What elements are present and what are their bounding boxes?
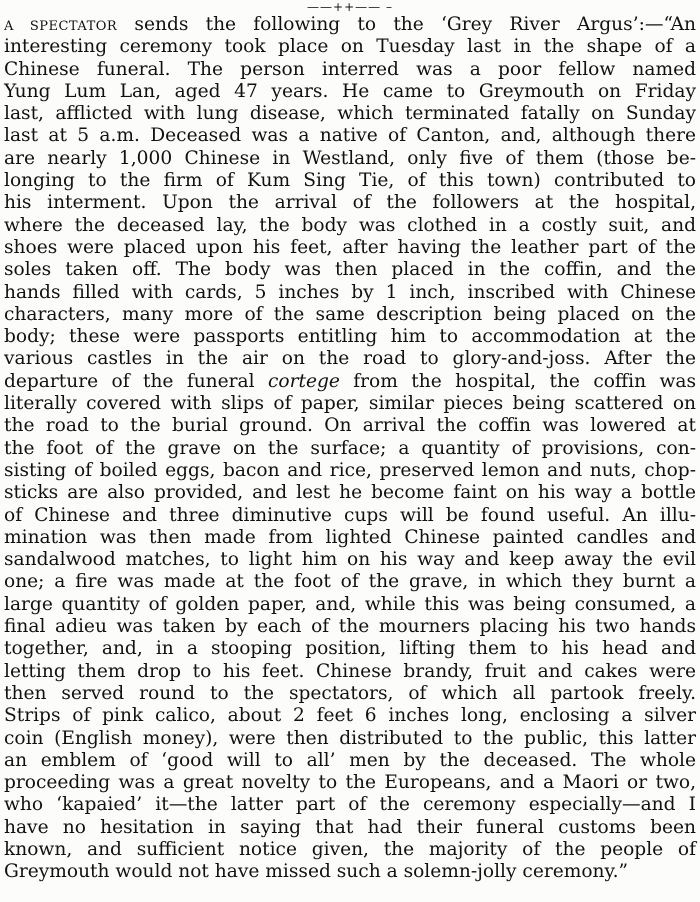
article-line-text: soles taken off. The body was then placed in the coffin, and the [4,259,696,281]
article-line [4,192,696,214]
article-line [4,705,696,727]
article-line [4,772,696,794]
article-line [4,794,696,816]
article-line-text: sticks are also provided, and lest he become faint on his way a bottle [4,482,696,504]
article-line [4,683,696,705]
article-line-text: Greymouth would not have missed such a solemn-jolly ceremony.” [4,861,628,883]
article-line-text: are nearly 1,000 Chinese in Westland, only five of them (those be- [4,147,696,169]
section-divider-ornament: ——++—— – [307,0,393,14]
article-line-text: one; a fire was made at the foot of the grave, in which they burnt a [4,571,696,593]
article-line-text: mination was then made from lighted Chinese painted candles and [4,526,696,548]
article-line [4,215,696,237]
article-line-text: sisting of boiled eggs, bacon and rice, preserved lemon and nuts, chop- [4,459,696,481]
article-line-text: Yung Lum Lan, aged 47 years. He came to Greymouth on Friday [4,80,696,102]
article-line-text: an emblem of ‘good will to all’ men by the deceased. The whole [4,749,696,771]
article-line [4,750,696,772]
italic-word: cortege [267,370,340,392]
article-line-text: sends the following to the ‘Grey River Argus’:—“An [117,14,696,35]
article-line [4,59,696,81]
article-line [4,505,696,527]
article-line [4,527,696,549]
article-line-text: proceeding was a great novelty to the Europeans, and a Maori or two, [4,772,696,794]
article-line-text: Strips of pink calico, about 2 feet 6 inches long, enclosing a silver [4,705,696,727]
article-line-text: large quantity of golden paper, and, while this was being consumed, a [4,593,696,615]
article-line [4,415,696,437]
article-line-text: from the hospital, the coffin was [339,370,696,392]
article-line [4,371,696,393]
article-line [4,259,696,281]
article-line [4,482,696,504]
article-line [4,594,696,616]
article-line [4,661,696,683]
article-line-text: then served round to the spectators, of which all partook freely. [4,682,696,704]
article-line-text: shoes were placed upon his feet, after having the leather part of the [4,236,696,258]
article-line [4,148,696,170]
article-line-text: of Chinese and three diminutive cups will be found useful. An illu- [4,504,696,526]
article-line [4,81,696,103]
lead-small-caps: A SPECTATOR [4,19,118,34]
article-line-text: together, and, in a stooping position, lifting them to his head and [4,638,696,660]
article-line [4,103,696,125]
article-line [4,616,696,638]
article-body [4,14,696,884]
article-line [4,36,696,58]
article-line [4,817,696,839]
article-line-text: characters, many more of the same description being placed on the [4,303,696,325]
article-line-text: hands filled with cards, 5 inches by 1 inch, inscribed with Chinese [4,281,696,303]
article-line [4,282,696,304]
article-line [4,393,696,415]
article-line [4,839,696,861]
article-line [4,438,696,460]
article-line [4,326,696,348]
article-line [4,304,696,326]
article-line [4,348,696,370]
article-line [4,549,696,571]
article-line [4,125,696,147]
article-line [4,571,696,593]
article-line [4,170,696,192]
article-line-text: who ‘kapaied’ it—the latter part of the ceremony especially—and I [4,794,696,816]
article-line-text: coin (English money), were then distributed to the public, this latter [4,727,696,749]
article-line-text: longing to the firm of Kum Sing Tie, of this town) contributed to [4,170,696,192]
article-line-text: literally covered with slips of paper, similar pieces being scattered on [4,393,696,415]
article-line-text: Chinese funeral. The person interred was a poor fellow named [4,58,696,80]
article-line-text: have no hesitation in saying that had their funeral customs been [4,816,696,838]
article-line-text: last at 5 a.m. Deceased was a native of Canton, and, although there [4,125,696,147]
article-line [4,638,696,660]
article-line-text: known, and sufficient notice given, the majority of the people of [4,838,696,860]
article-line [4,14,696,36]
article-line-text: interesting ceremony took place on Tuesday last in the shape of a [4,36,696,58]
article-line-text: departure of the funeral [4,370,268,392]
article-line-text: letting them drop to his feet. Chinese brandy, fruit and cakes were [4,660,696,682]
article-line [4,728,696,750]
article-line-text: the road to the burial ground. On arrival the coffin was lowered at [4,415,696,437]
article-line [4,861,696,883]
article-line-text: body; these were passports entitling him to accommodation at the [4,326,696,348]
article-line-text: his interment. Upon the arrival of the followers at the hospital, [4,192,696,214]
article-line-text: sandalwood matches, to light him on his way and keep away the evil [4,549,696,571]
article-line-text: various castles in the air on the road to glory-and-joss. After the [4,348,696,370]
article-line [4,460,696,482]
article-line-text: final adieu was taken by each of the mourners placing his two hands [4,616,696,638]
article-line-text: the foot of the grave on the surface; a quantity of provisions, con- [4,437,696,459]
article-line [4,237,696,259]
article-line-text: where the deceased lay, the body was clothed in a costly suit, and [4,214,696,236]
article-line-text: last, afflicted with lung disease, which terminated fatally on Sunday [4,103,696,125]
